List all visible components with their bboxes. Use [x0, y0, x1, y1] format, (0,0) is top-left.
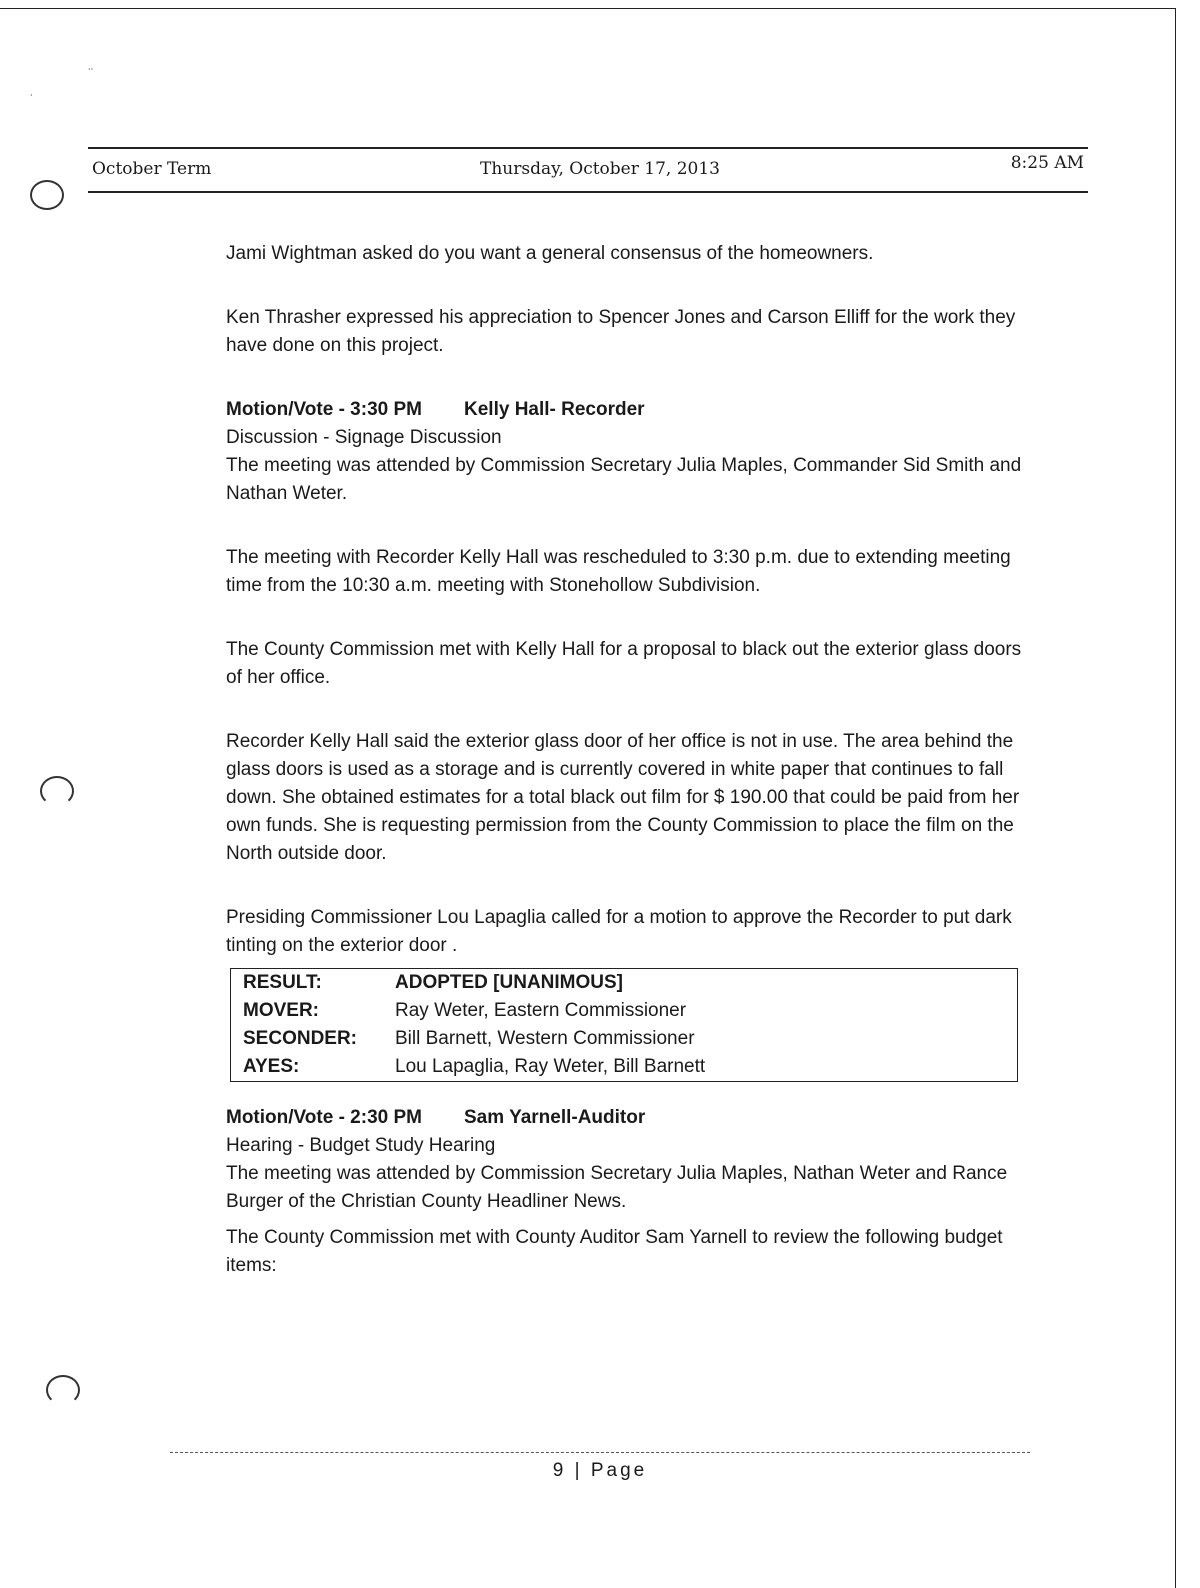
discussion-line: Discussion - Signage Discussion [226, 427, 502, 448]
header-time: 8:25 AM [1010, 153, 1084, 173]
mover-label: MOVER: [243, 1000, 319, 1021]
attendance-paragraph: The meeting was attended by Commission Secretary Julia Maples, Commander Sid Smith and Nathan Weter. [226, 455, 1022, 504]
paragraph: Presiding Commissioner Lou Lapaglia called for a motion to approve the Recorder to put dark tinting on the exterior door . [226, 907, 1012, 956]
paragraph: Recorder Kelly Hall said the exterior glass door of her office is not in use. The area behind the glass doors is used as a storage and is currently covered in white paper that continues to fall down. She obtained estimates for a total black out film for $ 190.00 that could be paid from her own funds. She is requesting permission from the County Commission to place the film on the North outside door. [226, 731, 1020, 864]
table-row [231, 1053, 1018, 1082]
ayes-value: Lou Lapaglia, Ray Weter, Bill Barnett [395, 1056, 706, 1077]
result-label: RESULT: [243, 972, 322, 993]
paragraph: The County Commission met with Kelly Hall for a proposal to black out the exterior glass doors of her office. [226, 639, 1022, 688]
header-date: Thursday, October 17, 2013 [480, 159, 720, 179]
punch-hole-middle [40, 776, 74, 806]
paragraph: Ken Thrasher expressed his appreciation to Spencer Jones and Carson Elliff for the work they have done on this project. [226, 307, 1016, 356]
attendance-paragraph: The meeting was attended by Commission Secretary Julia Maples, Nathan Weter and Rance Burger of the Christian County Headliner News. [226, 1163, 1008, 1212]
page-right-border [1175, 8, 1176, 1588]
motion-heading [226, 1104, 1036, 1132]
page-top-border [0, 8, 1175, 9]
document-body [226, 240, 1036, 1280]
motion-subject: Kelly Hall- Recorder [464, 399, 645, 420]
scan-speck: ⸳ [30, 89, 33, 100]
scan-speck: ⸳⸳ [88, 63, 94, 74]
footer-divider [170, 1452, 1030, 1453]
motion-label: Motion/Vote - 3:30 PM [226, 399, 422, 420]
table-row [231, 969, 1018, 998]
motion-label: Motion/Vote - 2:30 PM [226, 1107, 422, 1128]
punch-hole-bottom [46, 1375, 80, 1405]
ayes-label: AYES: [243, 1056, 300, 1077]
document-header [88, 147, 1088, 193]
table-row [231, 1025, 1018, 1053]
hearing-line: Hearing - Budget Study Hearing [226, 1135, 496, 1156]
result-value: ADOPTED [UNANIMOUS] [395, 972, 623, 993]
paragraph: Jami Wightman asked do you want a general consensus of the homeowners. [226, 243, 874, 264]
paragraph: The County Commission met with County Auditor Sam Yarnell to review the following budget items: [226, 1227, 1003, 1276]
paragraph: The meeting with Recorder Kelly Hall was rescheduled to 3:30 p.m. due to extending meeting time from the 10:30 a.m. meeting with Stonehollow Subdivision. [226, 547, 1011, 596]
mover-value: Ray Weter, Eastern Commissioner [395, 1000, 687, 1021]
vote-result-table [230, 968, 1018, 1082]
seconder-value: Bill Barnett, Western Commissioner [395, 1028, 695, 1049]
table-row [231, 997, 1018, 1025]
punch-hole-top [30, 180, 64, 210]
header-term: October Term [92, 159, 212, 179]
seconder-label: SECONDER: [243, 1028, 358, 1049]
motion-subject: Sam Yarnell-Auditor [464, 1107, 646, 1128]
page-number: 9 | Page [552, 1460, 648, 1481]
motion-heading [226, 396, 1036, 424]
